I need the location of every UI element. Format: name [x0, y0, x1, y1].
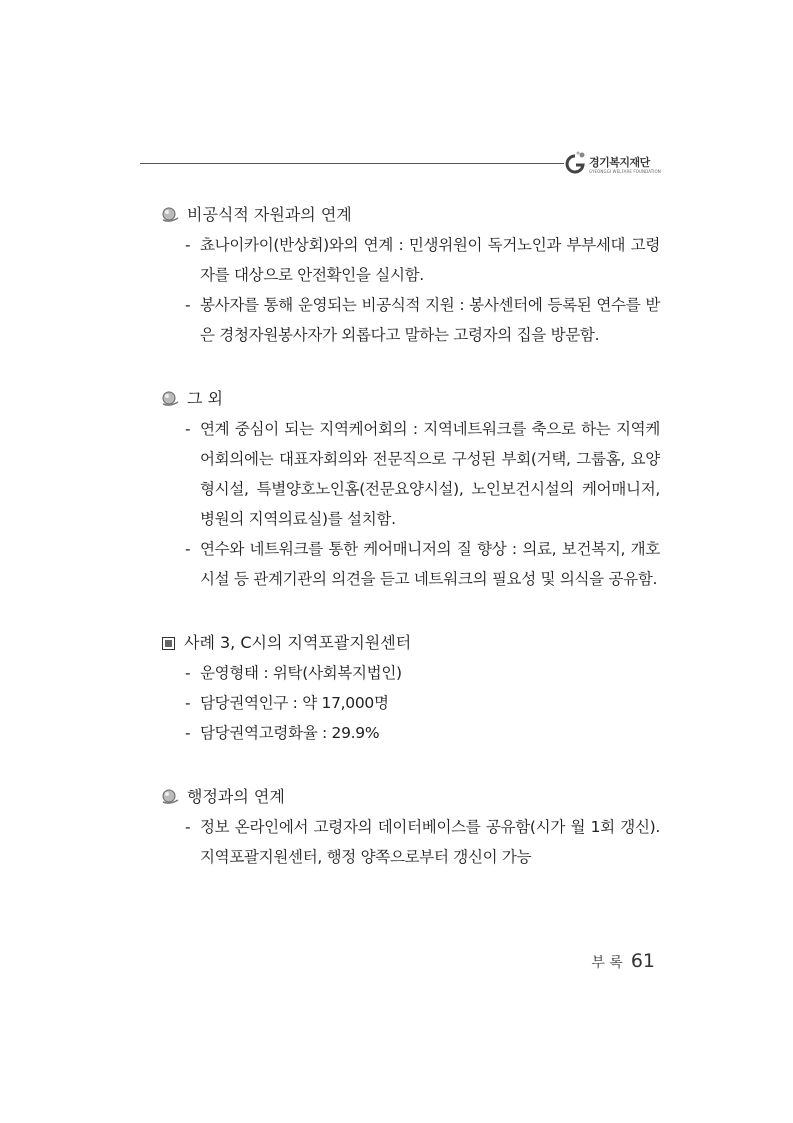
dash-marker: - — [185, 420, 191, 438]
list-item — [160, 230, 660, 290]
foundation-logo — [563, 150, 663, 180]
list-item-text: 정보 온라인에서 고령자의 데이터베이스를 공유함(시가 월 1회 갱신). 지역포괄지원센터, 행정 양쪽으로부터 갱신이 가능 — [200, 818, 660, 866]
dash-marker: - — [185, 540, 191, 558]
list-item-text: 연계 중심이 되는 지역케어회의 : 지역네트워크를 축으로 하는 지역케어회의에는 대표자회의와 전문직으로 구성된 부회(거택, 그룹홈, 요양형시설, 특별양호노인홈(전문요양시설), 노인보건시설의 케어매니저, 병원의 지역의료실)를 설치함. — [200, 420, 660, 528]
list-item — [160, 414, 660, 534]
list-item-text: 봉사자를 통해 운영되는 비공식적 지원 : 봉사센터에 등록된 연수를 받은 경청자원봉사자가 외롭다고 말하는 고령자의 집을 방문함. — [200, 296, 660, 344]
section-informal-resources — [160, 200, 660, 350]
section-case-3 — [160, 628, 660, 748]
list-item — [160, 658, 660, 688]
section-heading-text: 사례 3, C시의 지역포괄지원센터 — [184, 633, 412, 652]
list-item-text: 운영형태 : 위탁(사회복지법인) — [200, 664, 402, 682]
sphere-bullet-icon — [160, 391, 180, 407]
footer-label: 부 록 — [591, 955, 623, 971]
square-bullet-icon — [162, 637, 175, 650]
foundation-logo-icon — [563, 150, 587, 176]
dash-marker: - — [185, 818, 191, 836]
dash-marker: - — [185, 664, 191, 682]
section-heading-text: 그 외 — [187, 389, 223, 408]
dash-marker: - — [185, 694, 191, 712]
org-name: 경기복지재단 — [589, 156, 650, 169]
document-body — [160, 200, 660, 906]
section-heading-text: 행정과의 연계 — [187, 787, 285, 806]
dash-marker: - — [185, 236, 191, 254]
list-item — [160, 290, 660, 350]
list-item-text: 쵸나이카이(반상회)와의 연계 : 민생위원이 독거노인과 부부세대 고령자를 대상으로 안전확인을 실시함. — [200, 236, 660, 284]
list-item-text: 연수와 네트워크를 통한 케어매니저의 질 향상 : 의료, 보건복지, 개호시설 등 관계기관의 의견을 듣고 네트워크의 필요성 및 의식을 공유함. — [200, 540, 660, 588]
list-item — [160, 688, 660, 718]
page-footer — [591, 950, 655, 972]
list-item — [160, 812, 660, 872]
page-number: 61 — [630, 950, 655, 972]
dash-marker: - — [185, 296, 191, 314]
list-item-text: 담당권역인구 : 약 17,000명 — [200, 694, 389, 712]
list-item — [160, 534, 660, 594]
org-subtitle: GYEONGGI WELFARE FOUNDATION — [589, 169, 661, 174]
header-rule — [140, 163, 564, 164]
sphere-bullet-icon — [160, 789, 180, 805]
section-heading — [160, 200, 660, 230]
dash-marker: - — [185, 724, 191, 742]
list-item — [160, 718, 660, 748]
sphere-bullet-icon — [160, 207, 180, 223]
section-admin-linkage — [160, 782, 660, 872]
section-others — [160, 384, 660, 594]
section-heading-text: 비공식적 자원과의 연계 — [187, 205, 352, 224]
section-heading — [160, 782, 660, 812]
section-heading — [160, 384, 660, 414]
list-item-text: 담당권역고령화율 : 29.9% — [200, 724, 380, 742]
section-heading — [160, 628, 660, 658]
